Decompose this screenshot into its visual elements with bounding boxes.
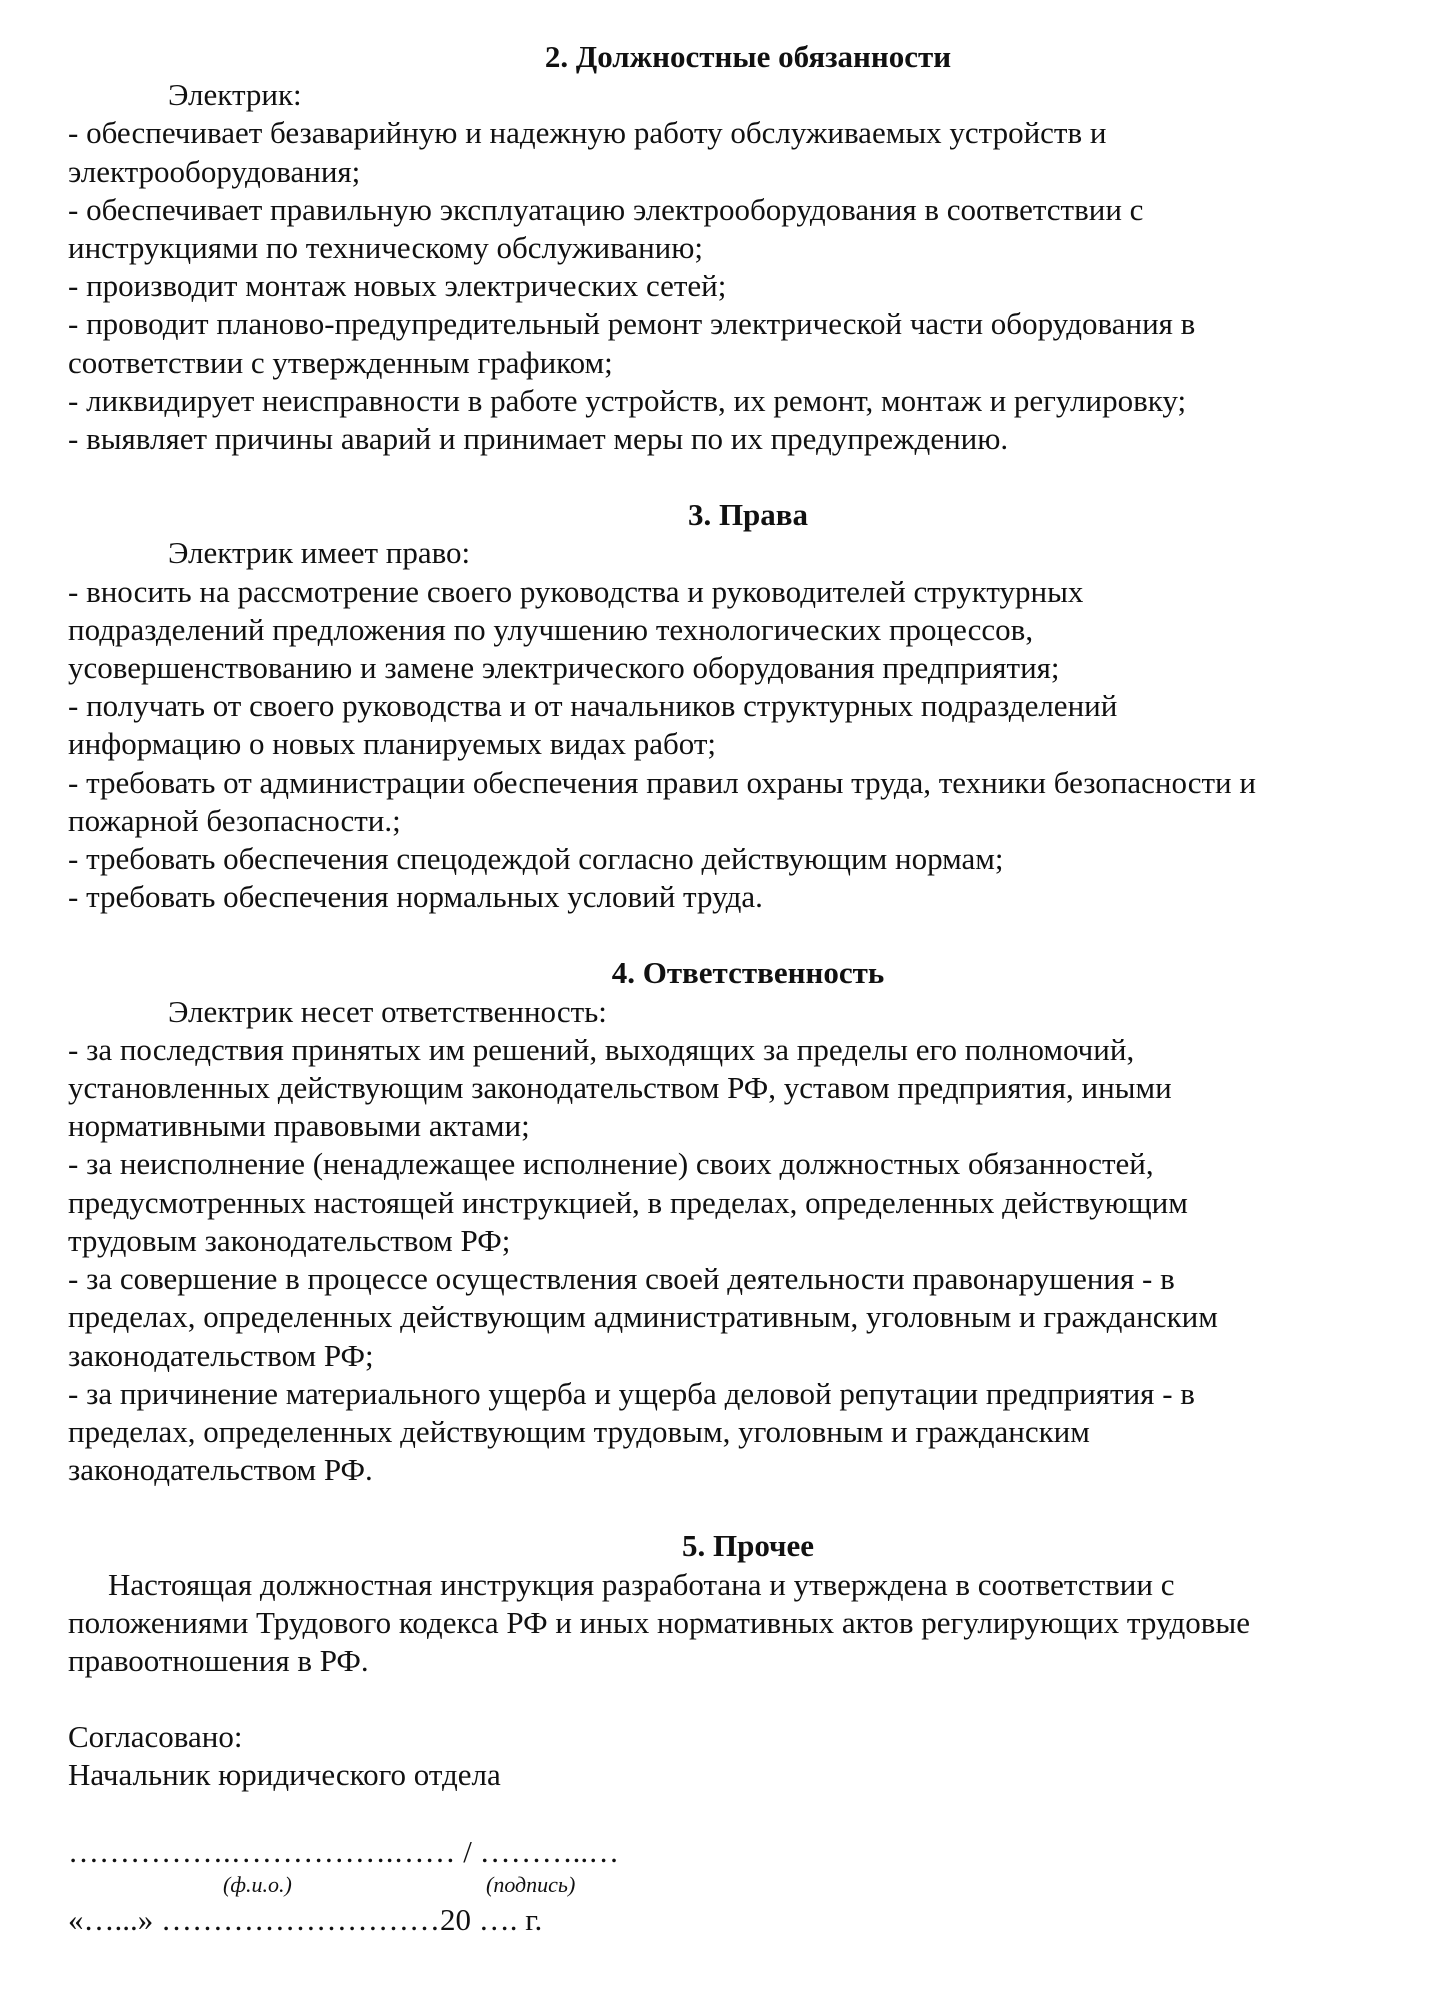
list-item: - за совершение в процессе осуществления своей деятельности правонарушения - в пределах, определенных действующим административным, уголовным и гражданским законодательством РФ; bbox=[68, 1261, 1218, 1373]
list-item: - за последствия принятых им решений, выходящих за пределы его полномочий, установленных действующим законодательством РФ, уставом предприятия, иными нормативными правовыми актами; bbox=[68, 1031, 1172, 1144]
list-item: - получать от своего руководства и от начальников структурных подразделений информацию о новых планируемых видах работ; bbox=[68, 688, 1118, 762]
list-item: - ликвидирует неисправности в работе устройств, их ремонт, монтаж и регулировку; bbox=[68, 382, 1187, 418]
section-heading: 2. Должностные обязанности bbox=[544, 39, 952, 74]
list-item: - требовать обеспечения нормальных условий труда. bbox=[68, 879, 763, 915]
approval-block bbox=[68, 1718, 1368, 1939]
caption-signature: (подпись) bbox=[486, 1871, 576, 1897]
section-spacer bbox=[68, 458, 1368, 496]
section-heading: 4. Ответственность bbox=[611, 955, 885, 991]
section-spacer bbox=[68, 1489, 1368, 1527]
section-responsibility bbox=[68, 954, 1368, 1489]
list-item: - выявляет причины аварий и принимает меры по их предупреждению. bbox=[68, 421, 1009, 457]
section-intro: Электрик несет ответственность: bbox=[168, 993, 607, 1029]
section-intro: Электрик имеет право: bbox=[168, 535, 471, 571]
section-paragraph: Настоящая должностная инструкция разработана и утверждена в соответствии с положениями Трудового кодекса РФ и иных нормативных актов регулирующих трудовые правоотношения в РФ. bbox=[68, 1566, 1250, 1678]
date-line: «…...» ………………………20 …. г. bbox=[68, 1901, 543, 1937]
list-item: - обеспечивает безаварийную и надежную работу обслуживаемых устройств и электрооборудования; bbox=[68, 115, 1107, 189]
signature-captions bbox=[68, 1871, 1368, 1901]
section-heading: 3. Права bbox=[687, 497, 809, 533]
section-other bbox=[68, 1527, 1368, 1680]
signature-line: …………….…………….…… / ………..… bbox=[68, 1833, 620, 1869]
list-item: - производит монтаж новых электрических сетей; bbox=[68, 268, 727, 304]
list-item: - обеспечивает правильную эксплуатацию электрооборудования в соответствии с инструкциями по техническому обслуживанию; bbox=[68, 191, 1144, 266]
list-item: - вносить на рассмотрение своего руководства и руководителей структурных подразделений предложения по улучшению технологических процессов, усовершенствованию и замене электрического оборудования предприятия; bbox=[68, 573, 1084, 686]
list-item: - требовать обеспечения спецодеждой согласно действующим нормам; bbox=[68, 841, 1004, 877]
section-spacer bbox=[68, 1680, 1368, 1718]
caption-fio: (ф.и.о.) bbox=[223, 1871, 292, 1897]
section-spacer bbox=[68, 916, 1368, 954]
approval-label: Согласовано: bbox=[68, 1719, 243, 1755]
approval-spacer bbox=[68, 1795, 1368, 1833]
list-item: - проводит планово-предупредительный ремонт электрической части оборудования в соответствии с утвержденным графиком; bbox=[68, 306, 1196, 380]
list-item: - за неисполнение (ненадлежащее исполнение) своих должностных обязанностей, предусмотренных настоящей инструкцией, в пределах, определенных действующим трудовым законодательством РФ; bbox=[68, 1146, 1188, 1258]
list-item: - за причинение материального ущерба и ущерба деловой репутации предприятия - в пределах, определенных действующим трудовым, уголовным и гражданским законодательством РФ. bbox=[68, 1375, 1195, 1488]
section-heading: 5. Прочее bbox=[681, 1528, 815, 1564]
approver-position: Начальник юридического отдела bbox=[68, 1757, 501, 1793]
section-intro: Электрик: bbox=[168, 77, 302, 113]
section-rights bbox=[68, 496, 1368, 916]
document-page bbox=[68, 38, 1368, 1939]
section-duties bbox=[68, 38, 1368, 458]
list-item: - требовать от администрации обеспечения правил охраны труда, техники безопасности и пожарной безопасности.; bbox=[68, 764, 1256, 838]
